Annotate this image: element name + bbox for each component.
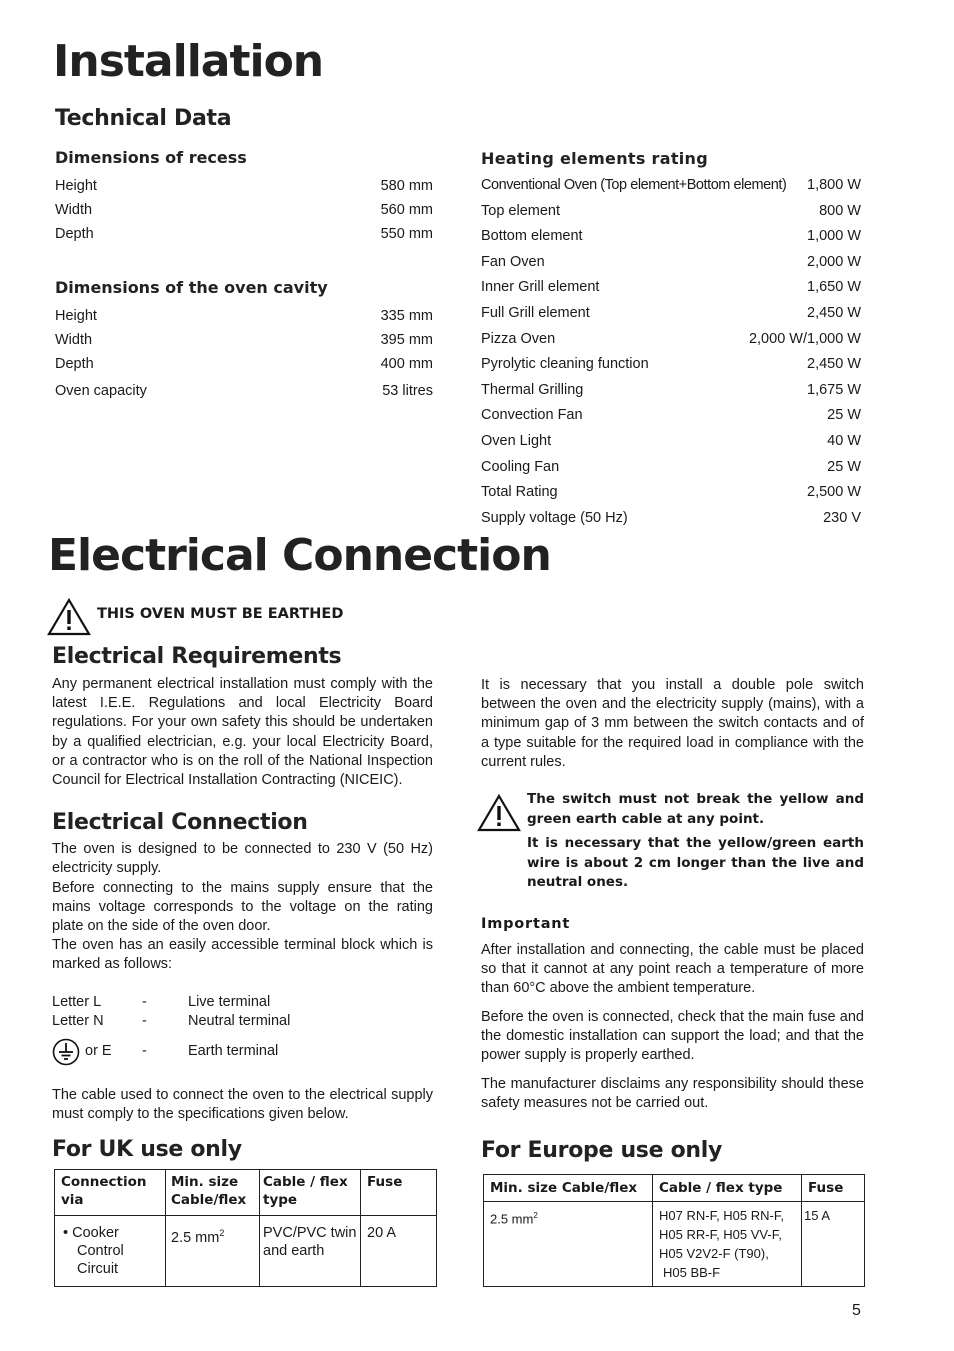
spec-label: Oven Light <box>481 433 552 449</box>
switch-warning-text: The switch must not break the yellow and green earth cable at any point. <box>527 791 864 827</box>
spec-value: 2,450 W <box>807 305 861 321</box>
warning-triangle-icon <box>477 794 521 832</box>
uk-col-fuse: Fuse <box>361 1170 437 1216</box>
terminal-name: Neutral terminal <box>188 1013 291 1029</box>
spec-row <box>55 178 433 194</box>
page-number: 5 <box>852 1302 861 1319</box>
earth-wire-warning-text: It is necessary that the yellow/green earth wire is about 2 cm longer than the live and neutral ones. <box>527 835 864 890</box>
spec-row <box>55 202 433 218</box>
spec-label: Supply voltage (50 Hz) <box>481 509 628 526</box>
terminal-letter: Letter N <box>52 1013 104 1029</box>
europe-heading: For Europe use only <box>481 1138 723 1163</box>
uk-col-size: Min. size Cable/flex <box>166 1170 260 1216</box>
spec-row <box>481 254 861 270</box>
spec-row <box>481 407 861 423</box>
eu-size-sup: 2 <box>533 1211 538 1220</box>
spec-label: Total Rating <box>481 484 558 501</box>
spec-value: 1,650 W <box>807 279 861 296</box>
spec-label: Convection Fan <box>481 407 583 424</box>
spec-label: Height <box>55 178 97 194</box>
important-text-2: Before the oven is connected, check that the main fuse and the domestic installation can support the load; and that the power supply is properly earthed. <box>481 1009 864 1064</box>
spec-row <box>481 356 861 372</box>
eu-type-line: H07 RN-F, H05 RN-F, <box>659 1208 784 1223</box>
spec-value: 230 V <box>823 509 861 526</box>
important-heading: Important <box>481 916 571 932</box>
important-text-3: The manufacturer disclaims any responsibility should these safety measures not be carried out. <box>481 1076 864 1112</box>
cavity-heading: Dimensions of the oven cavity <box>55 278 328 297</box>
spec-row <box>481 305 861 321</box>
eu-type-line: H05 RR-F, H05 VV-F, <box>659 1227 782 1242</box>
spec-label: Width <box>55 201 93 218</box>
spec-label: Top element <box>481 202 560 219</box>
uk-heading: For UK use only <box>52 1137 242 1162</box>
table-row <box>484 1202 865 1287</box>
spec-value: 2,500 W <box>807 484 861 501</box>
uk-cell-type: PVC/PVC twin and earth <box>260 1216 361 1287</box>
earth-symbol-icon <box>52 1038 80 1070</box>
spec-value: 335 mm <box>380 308 433 324</box>
uk-cell-size <box>166 1216 260 1287</box>
uk-table-header <box>55 1170 437 1216</box>
spec-value: 560 mm <box>380 201 433 218</box>
spec-row <box>481 177 861 193</box>
spec-label: Bottom element <box>481 228 583 245</box>
spec-row <box>55 356 433 372</box>
spec-row <box>481 331 861 347</box>
spec-value: 25 W <box>827 458 861 475</box>
spec-label: Depth <box>55 225 94 242</box>
spec-value: 53 litres <box>382 383 433 400</box>
terminal-name: Live terminal <box>188 994 271 1010</box>
technical-data-heading: Technical Data <box>55 106 232 131</box>
heating-heading: Heating elements rating <box>481 149 708 168</box>
uk-cell-via <box>55 1216 166 1287</box>
spec-label: Pizza Oven <box>481 330 556 347</box>
uk-col-type: Cable / flex type <box>260 1170 361 1216</box>
important-text-1: After installation and connecting, the cable must be placed so that it cannot at any point reach a temperature of more than 60°C above the ambient temperature. <box>481 942 864 997</box>
page-title-installation: Installation <box>53 36 324 87</box>
connection-text-1: The oven is designed to be connected to 230 V (50 Hz) electricity supply. <box>52 841 433 877</box>
spec-row <box>55 332 433 348</box>
electrical-requirements-text: Any permanent electrical installation must comply with the latest I.E.E. Regulations and local Electricity Board regulations. For your own safety this should be undertaken by a qualified electrician, e.g. your local Electricity Board, or a contractor who is on the roll of the National Inspection Council for Electrical Installation Contracting (NICEIC). <box>52 676 433 789</box>
spec-row <box>55 226 433 242</box>
warning-triangle-icon <box>47 598 91 636</box>
uk-cell-fuse: 20 A <box>361 1216 437 1287</box>
cable-spec-text: The cable used to connect the oven to the electrical supply must comply to the specifications given below. <box>52 1087 433 1123</box>
eu-col-size: Min. size Cable/flex <box>484 1175 653 1202</box>
uk-size-text: 2.5 mm <box>171 1229 220 1246</box>
spec-row <box>481 484 861 500</box>
spec-value: 2,450 W <box>807 356 861 373</box>
europe-table <box>483 1174 865 1287</box>
spec-row <box>481 510 861 526</box>
spec-value: 580 mm <box>380 178 433 194</box>
spec-row <box>481 459 861 475</box>
spec-value: 2,000 W/1,000 W <box>748 330 861 347</box>
eu-type-line: H05 V2V2-F (T90), <box>659 1246 769 1261</box>
spec-label: Inner Grill element <box>481 279 600 296</box>
spec-label: Full Grill element <box>481 305 590 321</box>
spec-row <box>481 228 861 244</box>
connection-text-2: Before connecting to the mains supply ensure that the mains voltage corresponds to the voltage on the rating plate on the side of the oven door. <box>52 880 433 935</box>
spec-value: 400 mm <box>380 355 433 372</box>
table-row <box>55 1216 437 1287</box>
spec-row <box>481 279 861 295</box>
spec-value: 550 mm <box>380 225 433 242</box>
spec-value: 40 W <box>827 433 861 449</box>
uk-table <box>54 1169 437 1287</box>
eu-col-type: Cable / flex type <box>653 1175 802 1202</box>
spec-row <box>481 203 861 219</box>
spec-row <box>481 433 861 449</box>
spec-value: 395 mm <box>380 331 433 348</box>
terminal-letter: Letter L <box>52 994 102 1010</box>
spec-label: Depth <box>55 355 94 372</box>
terminal-dash: - <box>142 1013 147 1029</box>
eu-size-text: 2.5 mm <box>490 1211 534 1227</box>
spec-label: Pyrolytic cleaning function <box>481 356 649 373</box>
electrical-requirements-heading: Electrical Requirements <box>52 644 342 669</box>
terminal-dash: - <box>142 1043 147 1059</box>
spec-value: 1,800 W <box>807 177 861 193</box>
eu-col-fuse: Fuse <box>802 1175 865 1202</box>
spec-label: Fan Oven <box>481 253 545 270</box>
eu-cell-type <box>653 1202 802 1287</box>
uk-size-sup: 2 <box>219 1228 225 1238</box>
spec-row <box>481 382 861 398</box>
eu-cell-size <box>484 1202 653 1287</box>
spec-label: Width <box>55 331 93 348</box>
eu-cell-fuse: 15 A <box>802 1202 865 1287</box>
spec-row <box>55 383 433 399</box>
page-title-electrical-connection: Electrical Connection <box>48 530 551 581</box>
uk-via-text: • Cooker Control Circuit <box>63 1225 124 1277</box>
spec-label: Oven capacity <box>55 383 147 400</box>
electrical-connection-heading: Electrical Connection <box>52 810 308 835</box>
recess-heading: Dimensions of recess <box>55 148 247 167</box>
earthed-warning: THIS OVEN MUST BE EARTHED <box>97 606 344 622</box>
spec-value: 800 W <box>819 202 861 219</box>
terminal-row <box>52 1038 433 1066</box>
spec-row <box>55 308 433 324</box>
spec-value: 1,000 W <box>807 228 861 245</box>
eu-type-line: H05 BB-F <box>663 1265 721 1280</box>
spec-label: Conventional Oven (Top element+Bottom element) <box>481 177 787 193</box>
terminal-dash: - <box>142 994 147 1010</box>
spec-label: Height <box>55 308 97 324</box>
spec-value: 2,000 W <box>807 253 861 270</box>
terminal-name: Earth terminal <box>188 1043 279 1059</box>
spec-value: 1,675 W <box>807 381 861 398</box>
double-pole-switch-text: It is necessary that you install a double pole switch between the oven and the electricity supply (mains), with a minimum gap of 3 mm between the switch contacts and of a type suitable for the required load in compliance with the current rules. <box>481 677 864 770</box>
spec-label: Thermal Grilling <box>481 381 584 398</box>
connection-text-3: The oven has an easily accessible terminal block which is marked as follows: <box>52 937 433 973</box>
spec-value: 25 W <box>827 407 861 424</box>
uk-col-connection: Connection via <box>55 1170 166 1216</box>
spec-label: Cooling Fan <box>481 458 560 475</box>
europe-table-header <box>484 1175 865 1202</box>
terminal-letter: or E <box>85 1043 112 1059</box>
